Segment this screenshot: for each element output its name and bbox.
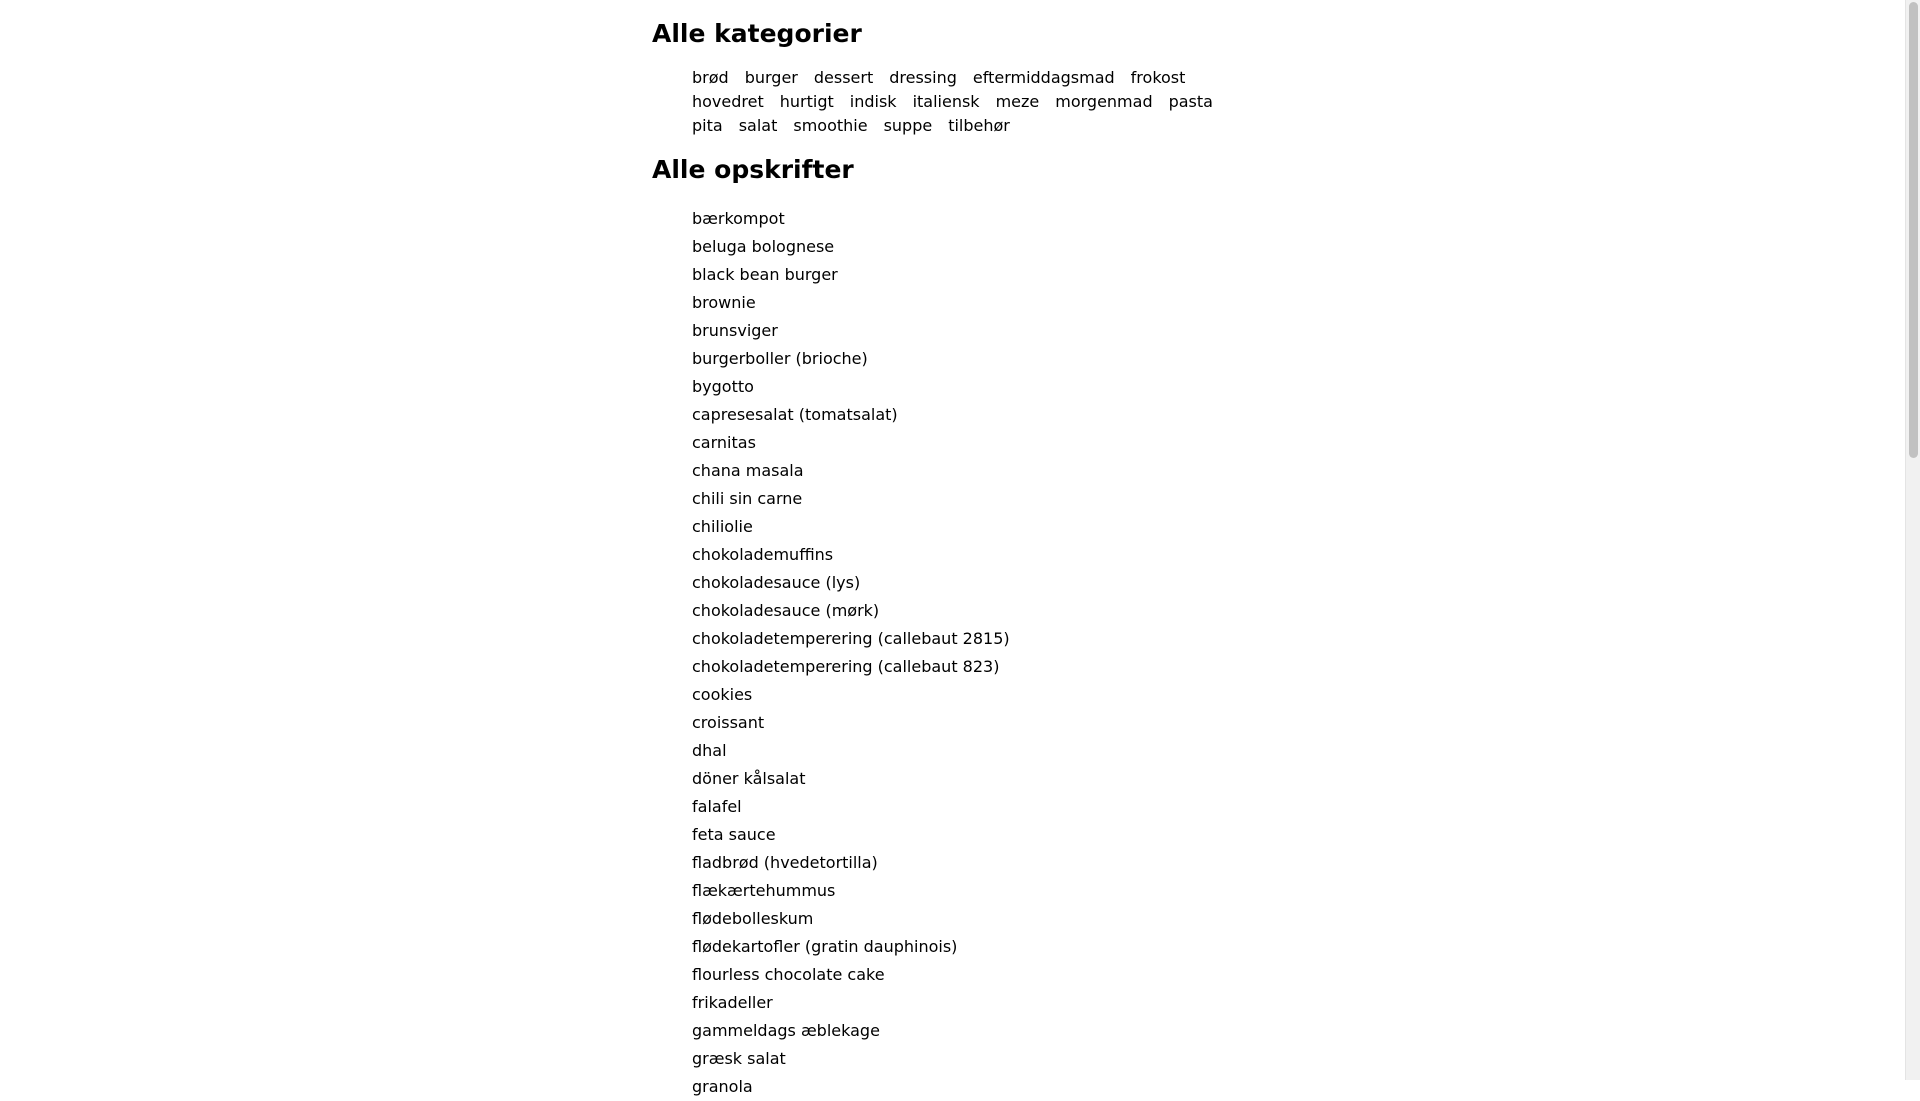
category-link[interactable]: burger <box>744 68 798 87</box>
recipe-link[interactable]: chili sin carne <box>692 489 803 508</box>
category-link[interactable]: dressing <box>889 68 957 87</box>
category-item <box>1169 90 1213 114</box>
recipe-link[interactable]: flødebolleskum <box>692 909 814 928</box>
category-link[interactable]: tilbehør <box>948 116 1010 135</box>
recipe-link[interactable]: granola <box>692 1077 753 1096</box>
recipe-item <box>692 513 1352 541</box>
recipe-item <box>692 877 1352 905</box>
category-item <box>692 90 764 114</box>
recipe-link[interactable]: feta sauce <box>692 825 776 844</box>
recipe-item <box>692 961 1352 989</box>
recipe-link[interactable]: frikadeller <box>692 993 773 1012</box>
recipe-item <box>692 793 1352 821</box>
recipe-link[interactable]: chokoladetemperering (callebaut 2815) <box>692 629 1010 648</box>
recipe-item <box>692 289 1352 317</box>
recipe-link[interactable]: cookies <box>692 685 753 704</box>
recipe-link[interactable]: capresesalat (tomatsalat) <box>692 405 898 424</box>
category-item <box>889 66 957 90</box>
category-item <box>692 114 723 138</box>
recipe-link[interactable]: chokoladesauce (lys) <box>692 573 861 592</box>
recipe-link[interactable]: bærkompot <box>692 209 785 228</box>
recipe-item <box>692 1073 1352 1101</box>
category-item <box>996 90 1040 114</box>
vertical-scrollbar[interactable] <box>1905 0 1920 1080</box>
recipe-item <box>692 849 1352 877</box>
recipe-item <box>692 933 1352 961</box>
recipe-link[interactable]: chokoladesauce (mørk) <box>692 601 880 620</box>
recipe-item <box>692 653 1352 681</box>
recipe-link[interactable]: black bean burger <box>692 265 838 284</box>
recipe-item <box>692 205 1352 233</box>
recipe-link[interactable]: brownie <box>692 293 756 312</box>
recipe-item <box>692 989 1352 1017</box>
category-item <box>745 66 798 90</box>
recipe-link[interactable]: fladbrød (hvedetortilla) <box>692 853 878 872</box>
recipe-item <box>692 457 1352 485</box>
category-item <box>913 90 980 114</box>
category-link[interactable]: frokost <box>1130 68 1186 87</box>
recipe-item <box>692 541 1352 569</box>
recipe-link[interactable]: croissant <box>692 713 765 732</box>
recipe-item <box>692 261 1352 289</box>
category-link[interactable]: hovedret <box>692 92 764 111</box>
recipe-link[interactable]: chokolademuffins <box>692 545 834 564</box>
recipe-item <box>692 429 1352 457</box>
recipe-link[interactable]: flækærtehummus <box>692 881 836 900</box>
category-link[interactable]: salat <box>738 116 778 135</box>
category-link[interactable]: pasta <box>1168 92 1213 111</box>
category-link[interactable]: indisk <box>849 92 897 111</box>
scrollbar-thumb[interactable] <box>1909 2 1918 458</box>
recipe-link[interactable]: gammeldags æblekage <box>692 1021 880 1040</box>
recipe-item <box>692 345 1352 373</box>
recipe-link[interactable]: döner kålsalat <box>692 769 806 788</box>
recipe-link[interactable]: burgerboller (brioche) <box>692 349 868 368</box>
recipe-item <box>692 317 1352 345</box>
recipe-link[interactable]: carnitas <box>692 433 756 452</box>
recipe-item <box>692 373 1352 401</box>
recipe-item <box>692 597 1352 625</box>
category-link[interactable]: dessert <box>813 68 874 87</box>
category-item <box>1055 90 1152 114</box>
category-item <box>814 66 873 90</box>
category-item <box>973 66 1115 90</box>
category-item <box>884 114 933 138</box>
category-item <box>739 114 778 138</box>
category-link[interactable]: eftermiddagsmad <box>972 68 1115 87</box>
recipe-link[interactable]: dhal <box>692 741 727 760</box>
recipe-link[interactable]: flødekartofler (gratin dauphinois) <box>692 937 958 956</box>
recipe-link[interactable]: chokoladetemperering (callebaut 823) <box>692 657 1000 676</box>
recipe-item <box>692 709 1352 737</box>
recipe-item <box>692 485 1352 513</box>
recipe-item <box>692 1045 1352 1073</box>
category-link[interactable]: suppe <box>883 116 933 135</box>
category-item <box>793 114 867 138</box>
category-link[interactable]: meze <box>995 92 1040 111</box>
recipe-item <box>692 905 1352 933</box>
recipe-list <box>652 205 1352 1101</box>
category-list <box>652 66 1272 138</box>
category-link[interactable]: brød <box>692 68 729 87</box>
recipe-link[interactable]: chiliolie <box>692 517 753 536</box>
recipe-item <box>692 569 1352 597</box>
category-link[interactable]: morgenmad <box>1055 92 1153 111</box>
recipe-item <box>692 625 1352 653</box>
category-item <box>780 90 834 114</box>
category-link[interactable]: smoothie <box>793 116 868 135</box>
recipe-item <box>692 233 1352 261</box>
recipe-item <box>692 765 1352 793</box>
category-item <box>850 90 897 114</box>
recipes-heading: Alle opskrifter <box>652 155 854 184</box>
recipe-link[interactable]: flourless chocolate cake <box>692 965 885 984</box>
category-item <box>948 114 1010 138</box>
page-content <box>652 0 1352 1101</box>
recipe-link[interactable]: brunsviger <box>692 321 778 340</box>
category-item <box>692 66 729 90</box>
recipe-link[interactable]: chana masala <box>692 461 804 480</box>
category-link[interactable]: hurtigt <box>779 92 834 111</box>
category-link[interactable]: pita <box>692 116 723 135</box>
recipe-link[interactable]: beluga bolognese <box>692 237 835 256</box>
recipe-link[interactable]: græsk salat <box>692 1049 786 1068</box>
categories-heading: Alle kategorier <box>652 19 862 48</box>
category-item <box>1131 66 1186 90</box>
category-link[interactable]: italiensk <box>912 92 980 111</box>
recipe-link[interactable]: bygotto <box>692 377 754 396</box>
recipe-item <box>692 681 1352 709</box>
recipe-item <box>692 401 1352 429</box>
recipe-item <box>692 1017 1352 1045</box>
recipe-item <box>692 821 1352 849</box>
recipe-link[interactable]: falafel <box>692 797 742 816</box>
recipe-item <box>692 737 1352 765</box>
